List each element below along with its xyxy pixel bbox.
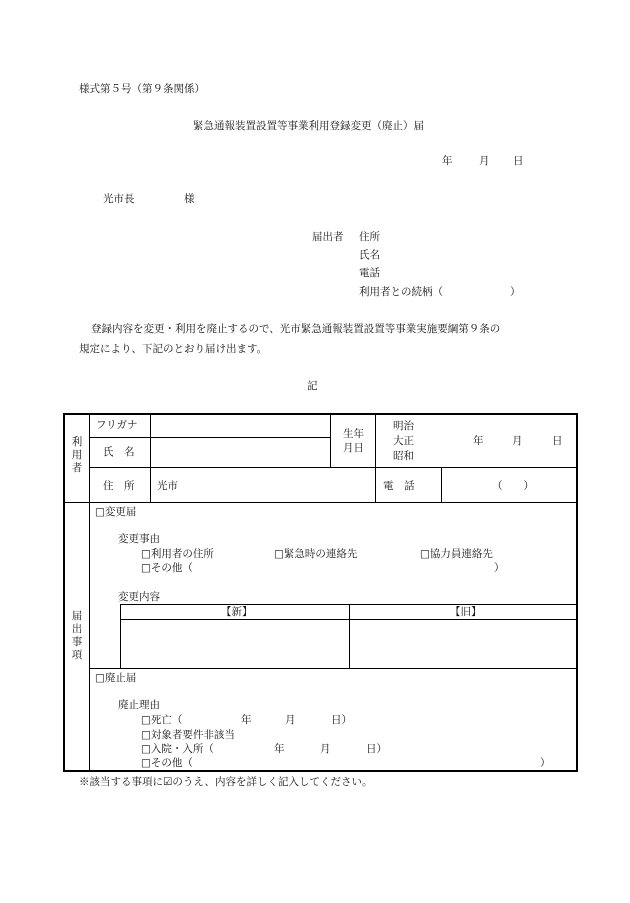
not-eligible-checkbox[interactable]: □対象者要件非該当 [141, 729, 235, 741]
death-day-label: 日） [331, 714, 352, 726]
birth-label-1: 生年 [343, 428, 364, 440]
addressee: 光市長 [103, 193, 135, 205]
content-table-middle [349, 604, 350, 669]
address-row-divider [90, 467, 577, 468]
abolish-other-close: ） [540, 757, 551, 769]
hospital-checkbox[interactable]: □入院・入所（ [141, 743, 214, 755]
hospital-day-label: 日） [366, 743, 387, 755]
form-number: 様式第５号（第９条関係） [79, 83, 205, 95]
hospital-year-label: 年 [274, 743, 285, 755]
abolish-other-checkbox[interactable]: □その他（ [141, 757, 193, 769]
notifier-label: 届出者 [312, 231, 344, 243]
user-phone-value: （ ） [492, 480, 534, 492]
phone-divider [441, 468, 442, 502]
body-line-1: 登録内容を変更・利用を廃止するので、光市緊急通報装置設置等事業実施要綱第９条の [91, 323, 501, 335]
change-abolish-divider [90, 668, 577, 669]
furigana-label: フリガナ [96, 419, 138, 431]
birth-left-divider [330, 414, 331, 468]
abolish-report-checkbox[interactable]: □廃止届 [95, 672, 137, 684]
report-side-label: 届出事項 [71, 610, 83, 661]
new-content-header: 【新】 [221, 606, 253, 618]
death-year-label: 年 [241, 714, 252, 726]
notifier-name-label: 氏名 [359, 249, 380, 261]
birth-year-label: 年 [473, 435, 484, 447]
table-top-border [63, 413, 578, 415]
change-report-checkbox[interactable]: □変更届 [95, 506, 137, 518]
hospital-month-label: 月 [320, 743, 331, 755]
user-phone-label: 電 話 [383, 480, 415, 492]
birth-month-label: 月 [512, 435, 523, 447]
footnote: ※該当する事項に☑のうえ、内容を詳しく記入してください。 [79, 776, 373, 788]
body-line-2: 規定により、下記のとおり届け出ます。 [79, 343, 268, 355]
user-label-divider [150, 414, 151, 502]
date-year-label: 年 [442, 155, 453, 167]
era-showa: 昭和 [393, 450, 414, 462]
death-checkbox[interactable]: □死亡（ [141, 714, 183, 726]
reason-emergency-contact-checkbox[interactable]: □緊急時の連絡先 [274, 548, 358, 560]
table-bottom-border [63, 770, 578, 772]
reason-cooperator-contact-checkbox[interactable]: □協力員連絡先 [420, 548, 493, 560]
reason-other-checkbox[interactable]: □その他（ [141, 562, 193, 574]
birth-day-label: 日 [552, 435, 563, 447]
honorific: 様 [184, 193, 195, 205]
date-day-label: 日 [513, 155, 524, 167]
furigana-divider [90, 437, 330, 438]
change-content-label: 変更内容 [118, 591, 160, 603]
date-month-label: 月 [479, 155, 490, 167]
notifier-relation-close: ） [510, 286, 521, 298]
birth-label-2: 月日 [343, 442, 364, 454]
notifier-address-label: 住所 [359, 231, 380, 243]
era-meiji: 明治 [393, 420, 414, 432]
form-title: 緊急通報装置設置等事業利用登録変更（廃止）届 [193, 120, 424, 132]
user-address-label: 住 所 [103, 480, 135, 492]
era-taisho: 大正 [393, 435, 414, 447]
user-side-label: 利用者 [71, 436, 83, 474]
abolish-reason-label: 廃止理由 [118, 699, 160, 711]
content-table-left [120, 604, 121, 669]
old-content-header: 【旧】 [450, 606, 482, 618]
notifier-relation-label: 利用者との続柄（ [359, 286, 443, 298]
death-month-label: 月 [285, 714, 296, 726]
table-left-border [63, 413, 65, 772]
birth-right-divider [375, 414, 376, 502]
user-address-value: 光市 [157, 480, 178, 492]
change-reason-label: 変更事由 [118, 533, 160, 545]
user-name-label: 氏 名 [103, 446, 135, 458]
reason-user-address-checkbox[interactable]: □利用者の住所 [141, 548, 214, 560]
section-divider [63, 502, 578, 503]
ki-heading: 記 [307, 380, 318, 392]
reason-other-close: ） [494, 562, 505, 574]
notifier-phone-label: 電話 [359, 267, 380, 279]
